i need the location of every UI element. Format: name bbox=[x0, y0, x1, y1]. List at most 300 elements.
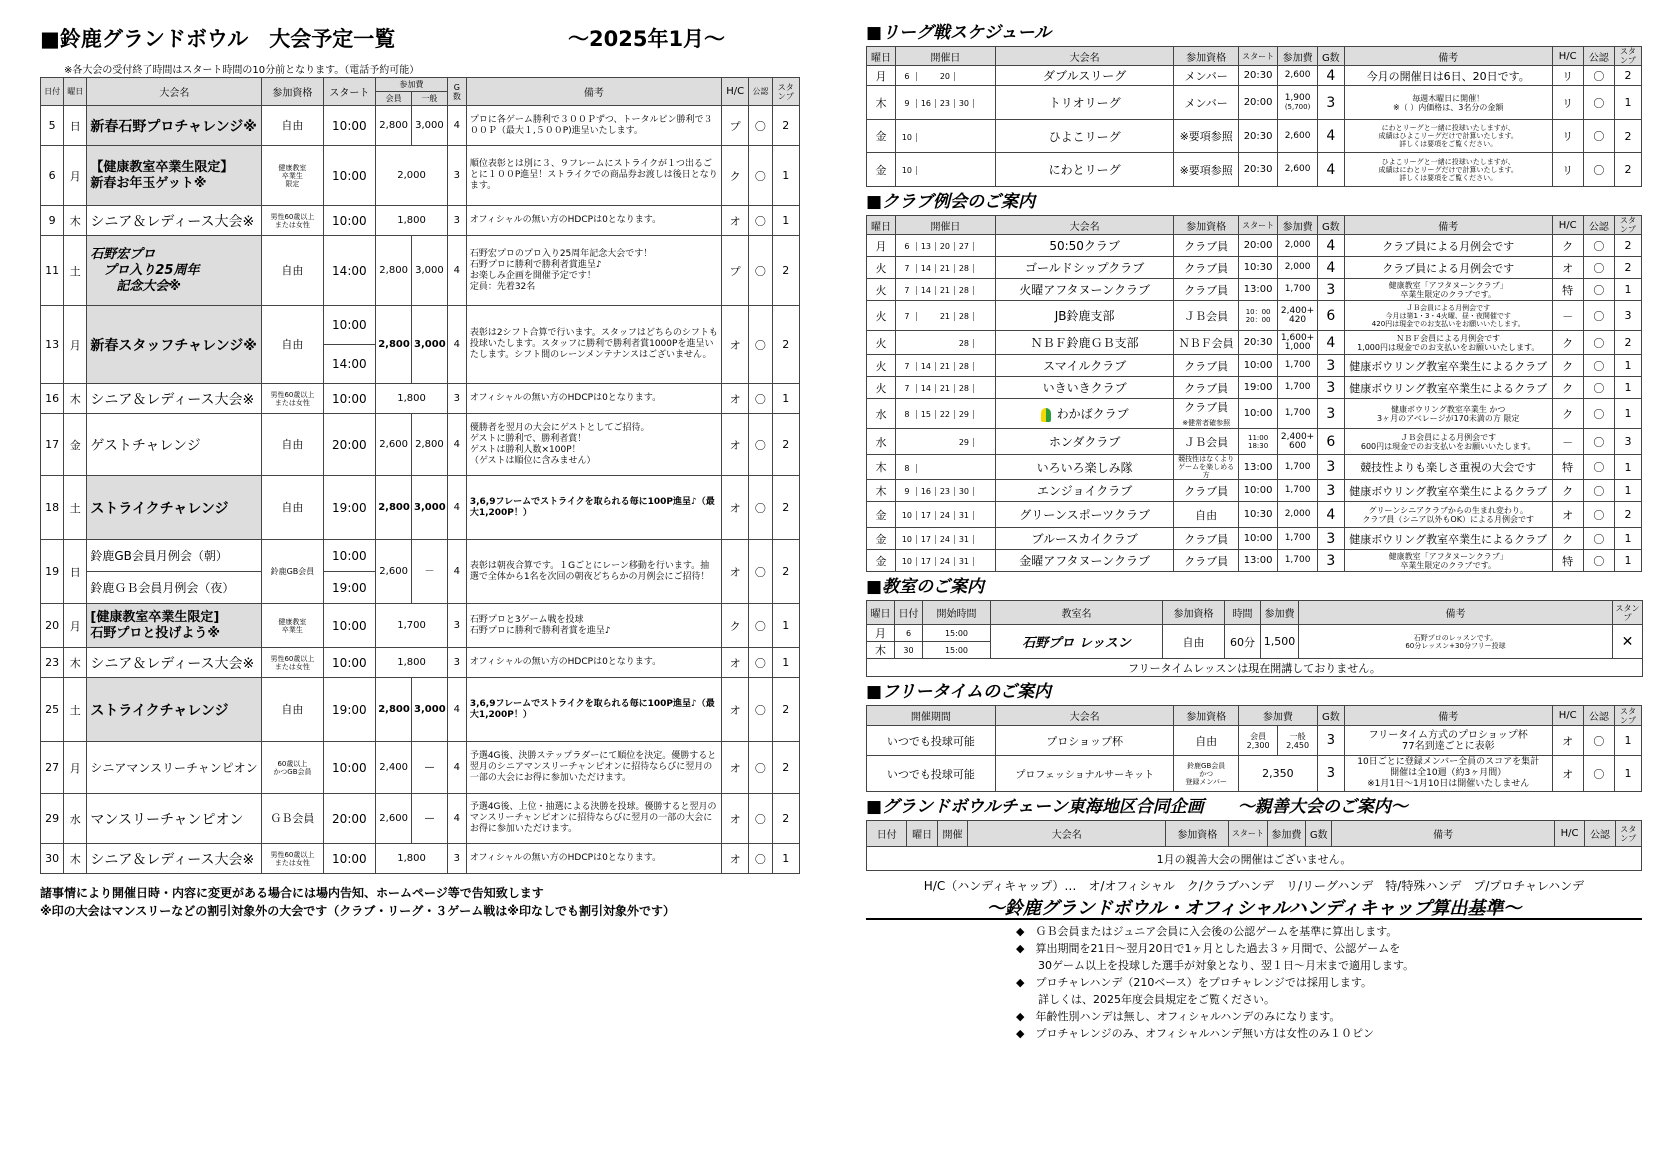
row-stamp: 2 bbox=[772, 742, 799, 794]
row-remarks: 石野プロと3ゲーム戦を投球 石野プロに勝利で勝利者賞を進呈♪ bbox=[466, 604, 721, 648]
row-fee-member: 2,800 bbox=[376, 306, 412, 384]
school-day: 30 bbox=[895, 642, 923, 659]
school-col-qual: 参加資格 bbox=[1163, 601, 1225, 625]
date-cell: 14 bbox=[917, 384, 936, 393]
row-dow: 木 bbox=[867, 480, 896, 502]
row-remarks: オフィシャルの無い方のHDCPは0となります。 bbox=[466, 844, 721, 874]
row-name: シニア＆レディース大会※ bbox=[87, 206, 262, 236]
row-fee-general: 3,000 bbox=[412, 306, 448, 384]
row-stamp: 1 bbox=[772, 146, 799, 206]
hc-criteria-item: 詳しくは、2025年度会員規定をご覧ください。 bbox=[1016, 993, 1275, 1006]
row-hc: オ bbox=[721, 794, 748, 844]
school-col-remarks: 備考 bbox=[1299, 601, 1613, 625]
row-hc: オ bbox=[721, 306, 748, 384]
table-row bbox=[41, 540, 800, 572]
league-col-qual: 参加資格 bbox=[1174, 47, 1238, 66]
row-fee-text: 2,600 bbox=[1284, 164, 1311, 174]
row-stamp: 2 bbox=[772, 306, 799, 384]
date-cell: 24 bbox=[936, 557, 955, 566]
table-row bbox=[867, 153, 1642, 187]
row-stamp: 1 bbox=[1614, 355, 1641, 377]
row-start: 13:00 bbox=[1238, 550, 1277, 572]
row-g: 3 bbox=[1317, 550, 1344, 572]
row-hc: ク bbox=[721, 146, 748, 206]
school-name: 石野プロ レッスン bbox=[991, 625, 1163, 659]
row-remarks: 石野宏プロのプロ入り25周年記念大会です！ 石野プロに勝利で勝利者賞進呈♪ お楽しみ企画を開催予定です！ 定員：先着32名 bbox=[466, 236, 721, 306]
row-qual-text: 競技性はなくより ゲームを楽しめる 方 bbox=[1178, 455, 1235, 479]
table-row bbox=[41, 648, 800, 678]
date-cell: 15 bbox=[917, 410, 936, 419]
free-official: 〇 bbox=[1583, 756, 1614, 792]
row-qual: 60歳以上 かつGB会員 bbox=[262, 742, 323, 794]
free-col-hc: H/C bbox=[1552, 706, 1583, 726]
row-qual-text: クラブ員 bbox=[1184, 484, 1229, 498]
row-start: 20:30 bbox=[1238, 66, 1277, 86]
row-name: ゲストチャレンジ bbox=[87, 414, 262, 476]
date-cell: 23 bbox=[936, 487, 955, 496]
table-row bbox=[867, 528, 1642, 550]
free-col-fee: 参加費 bbox=[1238, 706, 1317, 726]
row-hc: プ bbox=[721, 236, 748, 306]
row-remarks: 順位表彰とは別に３、９フレームにストライクが１つ出るごとに１００P進呈！ストライクでの商品券お渡しは後日となります。 bbox=[466, 146, 721, 206]
hc-legend: H/C（ハンディキャップ）… オ/オフィシャル ク/クラブハンデ リ/リーグハンデ 特/特殊ハンデ プ/プロチャレハンデ bbox=[923, 879, 1585, 893]
row-dow: 土 bbox=[64, 476, 87, 540]
row-qual bbox=[1174, 550, 1238, 572]
row-fee: 1,800 bbox=[376, 384, 448, 414]
row-start: 10:30 bbox=[1238, 257, 1277, 279]
table-row bbox=[867, 120, 1642, 153]
row-g: 3 bbox=[1317, 528, 1344, 550]
row-dow: 火 bbox=[867, 279, 896, 301]
row-qual: 男性60歳以上 または女性 bbox=[262, 648, 323, 678]
row-remarks: 健康ボウリング教室卒業生によるクラブ bbox=[1344, 528, 1552, 550]
row-day: 18 bbox=[41, 476, 64, 540]
row-official: 〇 bbox=[749, 206, 772, 236]
row-hc: オ bbox=[721, 648, 748, 678]
table-row bbox=[867, 756, 1642, 792]
row-qual-text: クラブ員 bbox=[1184, 554, 1229, 568]
club-table bbox=[866, 215, 1642, 572]
row-name: [健康教室卒業生限定] 石野プロと投げよう※ bbox=[87, 604, 262, 648]
row-start: 19:00 bbox=[323, 678, 376, 742]
table-row bbox=[41, 476, 800, 540]
col-g: G数 bbox=[447, 78, 466, 106]
row-start: 10:30 bbox=[1238, 502, 1277, 528]
date-cell: 30 bbox=[955, 487, 974, 496]
row-fee-text: 1,700 bbox=[1284, 382, 1311, 392]
row-hc: オ bbox=[721, 678, 748, 742]
col-official: 公認 bbox=[749, 78, 772, 106]
row-fee-member: 2,800 bbox=[376, 106, 412, 146]
row-hc: オ bbox=[721, 540, 748, 604]
row-remarks: 健康ボウリング教室卒業生によるクラブ bbox=[1344, 355, 1552, 377]
chain-col-g: G数 bbox=[1306, 821, 1332, 847]
row-dates bbox=[896, 550, 996, 572]
row-name-text: いろいろ楽しみ隊 bbox=[1036, 460, 1133, 475]
footnotes bbox=[40, 884, 800, 920]
row-stamp: 1 bbox=[1614, 455, 1641, 480]
col-fee: 参加費 bbox=[376, 78, 448, 92]
row-hc: オ bbox=[721, 476, 748, 540]
date-cell: 7 bbox=[898, 264, 917, 273]
school-note: フリータイムレッスンは現在開講しておりません。 bbox=[867, 659, 1643, 677]
row-official: 〇 bbox=[1583, 455, 1614, 480]
row-official: 〇 bbox=[749, 794, 772, 844]
row-stamp: 1 bbox=[1614, 480, 1641, 502]
row-stamp: 2 bbox=[772, 236, 799, 306]
table-row bbox=[867, 455, 1642, 480]
free-col-remarks: 備考 bbox=[1344, 706, 1552, 726]
row-official: 〇 bbox=[1583, 331, 1614, 355]
row-fee-member: 2,400 bbox=[376, 742, 412, 794]
row-stamp: 1 bbox=[772, 604, 799, 648]
date-cell: 27 bbox=[955, 242, 974, 251]
row-hc: ク bbox=[1552, 235, 1583, 257]
row-qual bbox=[1174, 257, 1238, 279]
beginner-leaf-icon bbox=[1041, 408, 1051, 422]
row-qual: 自由 bbox=[262, 678, 323, 742]
row-qual bbox=[1174, 377, 1238, 399]
row-name-text: いきいきクラブ bbox=[1042, 381, 1127, 395]
date-cell: 21 bbox=[936, 384, 955, 393]
row-fee: 1,800 bbox=[376, 648, 448, 678]
row-fee bbox=[1278, 399, 1317, 429]
row-name-text: トリオリーグ bbox=[1048, 96, 1121, 110]
row-official: 〇 bbox=[749, 106, 772, 146]
row-g: 4 bbox=[1317, 120, 1344, 153]
row-dow: 金 bbox=[64, 414, 87, 476]
row-fee-general: 3,000 bbox=[412, 678, 448, 742]
row-official: 〇 bbox=[749, 844, 772, 874]
row-fee bbox=[1278, 153, 1317, 187]
table-row bbox=[41, 146, 800, 206]
date-cell: 9 bbox=[898, 99, 917, 108]
row-stamp: 1 bbox=[772, 844, 799, 874]
free-col-official: 公認 bbox=[1583, 706, 1614, 726]
date-cell: 20 bbox=[936, 242, 955, 251]
row-qual bbox=[1174, 301, 1238, 331]
table-row bbox=[867, 279, 1642, 301]
row-g: 3 bbox=[1317, 455, 1344, 480]
row-dates bbox=[896, 301, 996, 331]
row-remarks: 健康ボウリング教室卒業生によるクラブ bbox=[1344, 377, 1552, 399]
table-row bbox=[867, 377, 1642, 399]
free-col-qual: 参加資格 bbox=[1174, 706, 1238, 726]
date-cell: 21 bbox=[936, 362, 955, 371]
row-start: 19:00 bbox=[323, 476, 376, 540]
free-remarks: フリータイム方式のプロショップ杯 77名到達ごとに表彰 bbox=[1344, 726, 1552, 756]
school-time: 15:00 bbox=[923, 625, 991, 642]
row-fee bbox=[1278, 550, 1317, 572]
row-fee: 1,800 bbox=[376, 206, 448, 236]
col-day: 日付 bbox=[41, 78, 64, 106]
row-name bbox=[995, 301, 1174, 331]
row-fee bbox=[1278, 66, 1317, 86]
page-title bbox=[40, 24, 800, 56]
row-qual: ＧＢ会員 bbox=[262, 794, 323, 844]
row-dow: 木 bbox=[64, 384, 87, 414]
row-hc: オ bbox=[721, 384, 748, 414]
row-dow: 木 bbox=[64, 206, 87, 236]
row-fee-text: 1,700 bbox=[1284, 284, 1311, 294]
hc-criteria-item: ◆ プロチャレンジのみ、オフィシャルハンデ無い方は女性のみ１０ピン bbox=[1016, 1027, 1375, 1040]
row-day: 29 bbox=[41, 794, 64, 844]
row-day: 25 bbox=[41, 678, 64, 742]
league-col-remarks: 備考 bbox=[1344, 47, 1552, 66]
date-cell: 24 bbox=[936, 535, 955, 544]
school-stamp-x-icon: ✕ bbox=[1613, 625, 1643, 659]
date-cell: 21 bbox=[936, 312, 955, 321]
row-start: 10:00 bbox=[323, 384, 376, 414]
row-start: 10:00 bbox=[1238, 528, 1277, 550]
table-row bbox=[41, 604, 800, 648]
row-qual-text: クラブ員 bbox=[1184, 401, 1229, 414]
row-stamp: 1 bbox=[1614, 399, 1641, 429]
row-start: 14:00 bbox=[323, 345, 376, 384]
row-name bbox=[995, 120, 1174, 153]
row-g: 4 bbox=[447, 794, 466, 844]
date-cell: 16 bbox=[917, 487, 936, 496]
row-name bbox=[995, 235, 1174, 257]
date-cell: 29 bbox=[955, 410, 974, 419]
date-cell: 8 bbox=[898, 410, 917, 419]
date-cell: 17 bbox=[917, 511, 936, 520]
row-dow: 火 bbox=[867, 257, 896, 279]
row-qual bbox=[1174, 120, 1238, 153]
row-hc: ク bbox=[1552, 480, 1583, 502]
col-stamp: スタンプ bbox=[772, 78, 799, 106]
school-table bbox=[866, 600, 1643, 677]
row-official: 〇 bbox=[1583, 502, 1614, 528]
row-stamp: 1 bbox=[1614, 377, 1641, 399]
row-qual bbox=[1174, 455, 1238, 480]
row-name bbox=[995, 279, 1174, 301]
date-cell: 14 bbox=[917, 286, 936, 295]
date-cell: 10 bbox=[898, 511, 917, 520]
row-qual-text: ※要項参照 bbox=[1179, 163, 1233, 177]
row-official: 〇 bbox=[1583, 429, 1614, 455]
row-fee-text: 2,000 bbox=[1284, 509, 1311, 519]
row-name: シニア＆レディース大会※ bbox=[87, 648, 262, 678]
row-start: 10:00 bbox=[323, 742, 376, 794]
row-dates bbox=[896, 399, 996, 429]
row-dow: 火 bbox=[867, 331, 896, 355]
row-qual: 自由 bbox=[262, 236, 323, 306]
row-dow: 木 bbox=[64, 844, 87, 874]
row-dates bbox=[896, 66, 996, 86]
row-name-text: 50:50クラブ bbox=[1049, 239, 1120, 253]
row-name-text: ＮＢＦ鈴鹿ＧＢ支部 bbox=[1030, 336, 1139, 350]
row-name-text: スマイルクラブ bbox=[1042, 359, 1127, 373]
free-fee-member: 会員 2,300 bbox=[1238, 726, 1277, 756]
row-name-text: エンジョイクラブ bbox=[1037, 484, 1133, 498]
row-qual bbox=[1174, 66, 1238, 86]
row-stamp: 1 bbox=[1614, 550, 1641, 572]
row-qual: 健康教室 卒業生 bbox=[262, 604, 323, 648]
row-dow: 火 bbox=[867, 377, 896, 399]
league-col-start: スタート bbox=[1238, 47, 1277, 66]
row-fee-text: 1,700 bbox=[1284, 360, 1311, 370]
row-hc: ク bbox=[1552, 528, 1583, 550]
hc-criteria-title: ～鈴鹿グランドボウル・オフィシャルハンディキャップ算出基準～ bbox=[866, 894, 1642, 920]
date-cell: 6 bbox=[898, 242, 917, 251]
hc-criteria-item: ◆ 算出期間を21日～翌月20日で1ヶ月とした過去３ヶ月間で、公認ゲームを bbox=[1016, 942, 1401, 955]
row-name bbox=[995, 480, 1174, 502]
row-official: 〇 bbox=[1583, 86, 1614, 120]
table-row bbox=[867, 399, 1642, 429]
date-cell: 7 bbox=[898, 286, 917, 295]
row-dates bbox=[896, 502, 996, 528]
row-fee bbox=[1278, 480, 1317, 502]
row-dates bbox=[896, 331, 996, 355]
row-official: 〇 bbox=[1583, 355, 1614, 377]
row-remarks: 健康ボウリング教室卒業生によるクラブ bbox=[1344, 480, 1552, 502]
hc-criteria-item: ◆ ＧＢ会員またはジュニア会員に入会後の公認ゲームを基準に算出します。 bbox=[1016, 925, 1398, 938]
row-fee-text: 1,700 bbox=[1284, 533, 1311, 543]
row-hc: ク bbox=[1552, 355, 1583, 377]
row-g: 4 bbox=[1317, 235, 1344, 257]
row-g: 4 bbox=[1317, 331, 1344, 355]
row-qual bbox=[1174, 399, 1238, 429]
row-hc: リ bbox=[1552, 120, 1583, 153]
row-start: 11:00 18:30 bbox=[1238, 429, 1277, 455]
row-fee: 1,700 bbox=[376, 604, 448, 648]
row-name-text: JB鈴鹿支部 bbox=[1054, 309, 1115, 323]
row-stamp: 2 bbox=[1614, 120, 1641, 153]
row-official: 〇 bbox=[1583, 120, 1614, 153]
row-qual: 自由 bbox=[262, 106, 323, 146]
chain-col-day: 日付 bbox=[867, 821, 907, 847]
row-name bbox=[995, 86, 1174, 120]
date-cell: 28 bbox=[955, 339, 974, 348]
date-cell: 17 bbox=[917, 535, 936, 544]
school-col-fee: 参加費 bbox=[1261, 601, 1299, 625]
row-start: 10:00 bbox=[323, 540, 376, 572]
table-row bbox=[41, 306, 800, 345]
row-dow: 月 bbox=[64, 306, 87, 384]
date-cell: 16 bbox=[917, 99, 936, 108]
row-fee bbox=[1278, 502, 1317, 528]
school-dow: 木 bbox=[867, 642, 895, 659]
school-dow: 月 bbox=[867, 625, 895, 642]
row-dow: 木 bbox=[64, 648, 87, 678]
row-name bbox=[995, 399, 1174, 429]
row-qual-text: クラブ員 bbox=[1184, 283, 1229, 297]
table-row bbox=[867, 502, 1642, 528]
school-duration: 60分 bbox=[1225, 625, 1261, 659]
row-name-text: ブルースカイクラブ bbox=[1031, 532, 1138, 546]
row-stamp: 2 bbox=[1614, 331, 1641, 355]
free-col-stamp: スタンプ bbox=[1614, 706, 1641, 726]
date-cell: 28 bbox=[955, 286, 974, 295]
row-fee bbox=[1278, 528, 1317, 550]
league-col-fee: 参加費 bbox=[1278, 47, 1317, 66]
row-g: 4 bbox=[447, 742, 466, 794]
row-fee bbox=[1278, 257, 1317, 279]
row-day: 13 bbox=[41, 306, 64, 384]
row-start: 10:00 bbox=[323, 206, 376, 236]
table-row bbox=[867, 301, 1642, 331]
league-col-name: 大会名 bbox=[995, 47, 1174, 66]
row-start: 20:00 bbox=[323, 414, 376, 476]
league-col-stamp: スタンプ bbox=[1614, 47, 1641, 66]
row-dow: 金 bbox=[867, 550, 896, 572]
row-remarks: グリーンシニアクラブからの生まれ変わり。 クラブ員（シニア以外もOK）による月例会です bbox=[1344, 502, 1552, 528]
row-dow: 月 bbox=[867, 235, 896, 257]
row-fee bbox=[1278, 355, 1317, 377]
date-cell: 23 bbox=[936, 99, 955, 108]
league-col-dates: 開催日 bbox=[896, 47, 996, 66]
row-name: シニア＆レディース大会※ bbox=[87, 384, 262, 414]
row-qual-text: メンバー bbox=[1184, 96, 1228, 110]
row-dow: 土 bbox=[64, 236, 87, 306]
row-start: 20:00 bbox=[1238, 235, 1277, 257]
row-stamp: 2 bbox=[772, 476, 799, 540]
row-remarks: オフィシャルの無い方のHDCPは0となります。 bbox=[466, 206, 721, 236]
table-row bbox=[41, 414, 800, 476]
row-remarks: 健康ボウリング教室卒業生 かつ 3ヶ月のアベレージが170未満の方 限定 bbox=[1344, 399, 1552, 429]
row-stamp: 2 bbox=[1614, 257, 1641, 279]
school-fee: 1,500 bbox=[1261, 625, 1299, 659]
club-col-remarks: 備考 bbox=[1344, 216, 1552, 235]
row-g: 3 bbox=[447, 146, 466, 206]
row-fee-general: — bbox=[412, 742, 448, 794]
row-stamp: 2 bbox=[1614, 66, 1641, 86]
row-official: 〇 bbox=[749, 236, 772, 306]
row-fee-text: 2,000 bbox=[1284, 262, 1311, 272]
row-remarks: 健康教室「アフタヌーンクラブ」 卒業生限定のクラブです。 bbox=[1344, 550, 1552, 572]
row-dates bbox=[896, 377, 996, 399]
row-fee bbox=[1278, 235, 1317, 257]
row-remarks: ＪＢ会員による月例会です 今月は第1・3・4火曜、昼・夜開催です 420円は現金でのお支払いをお願いいたします。 bbox=[1344, 301, 1552, 331]
row-name-text: 火曜アフタヌーンクラブ bbox=[1019, 283, 1150, 297]
col-name: 大会名 bbox=[87, 78, 262, 106]
row-fee-general: 2,800 bbox=[412, 414, 448, 476]
row-fee-text: 2,600 bbox=[1284, 130, 1311, 141]
row-g: 3 bbox=[1317, 480, 1344, 502]
row-qual bbox=[1174, 480, 1238, 502]
row-fee-member: 2,600 bbox=[376, 540, 412, 604]
row-name: シニア＆レディース大会※ bbox=[87, 844, 262, 874]
row-qual bbox=[1174, 235, 1238, 257]
row-qual bbox=[1174, 429, 1238, 455]
row-stamp: 2 bbox=[1614, 502, 1641, 528]
row-start: 13:00 bbox=[1238, 279, 1277, 301]
club-col-dow: 曜日 bbox=[867, 216, 896, 235]
free-official: 〇 bbox=[1583, 726, 1614, 756]
league-table bbox=[866, 46, 1642, 187]
row-hc: ク bbox=[1552, 399, 1583, 429]
school-title: ■教室のご案内 bbox=[866, 577, 985, 597]
chain-col-hc: H/C bbox=[1554, 821, 1584, 847]
date-cell: 17 bbox=[917, 557, 936, 566]
row-stamp: 3 bbox=[1614, 429, 1641, 455]
free-hc: オ bbox=[1552, 756, 1583, 792]
row-dates bbox=[896, 235, 996, 257]
school-col-dur: 時間 bbox=[1225, 601, 1261, 625]
chain-col-official: 公認 bbox=[1585, 821, 1615, 847]
row-dates bbox=[896, 120, 996, 153]
row-qual-text: クラブ員 bbox=[1184, 359, 1229, 373]
col-start: スタート bbox=[323, 78, 376, 106]
date-cell: 28 bbox=[955, 362, 974, 371]
row-start: 10:00 bbox=[323, 146, 376, 206]
row-dow: 月 bbox=[867, 66, 896, 86]
row-remarks: 健康教室「アフタヌーンクラブ」 卒業生限定のクラブです。 bbox=[1344, 279, 1552, 301]
date-cell: 10 bbox=[898, 535, 917, 544]
date-cell: 24 bbox=[936, 511, 955, 520]
row-g: 4 bbox=[447, 414, 466, 476]
